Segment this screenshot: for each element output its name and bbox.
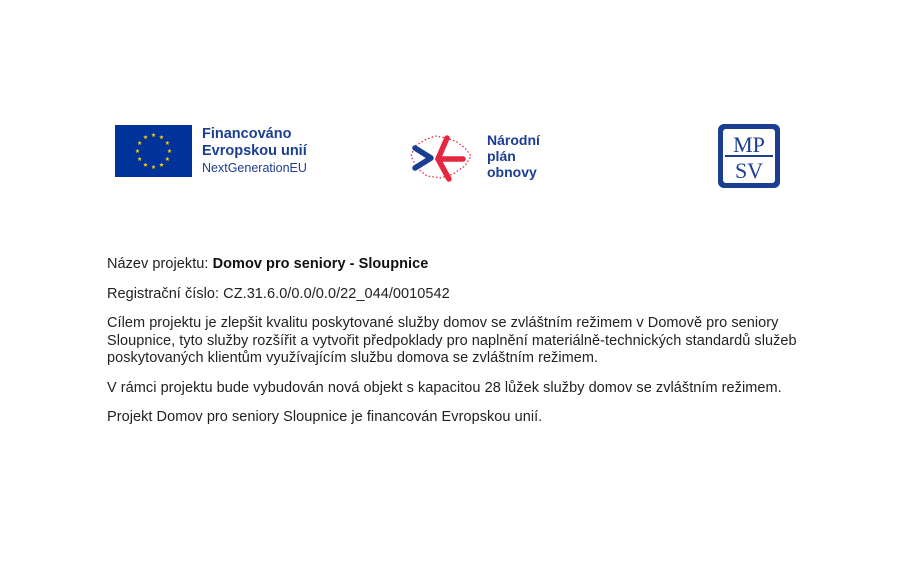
project-name — [107, 256, 797, 274]
eu-logo-line2: Evropskou unií — [202, 143, 307, 159]
npo-mark-icon — [405, 126, 477, 186]
paragraph-capacity: V rámci projektu bude vybudován nová objekt s kapacitou 28 lůžek služby domov se zvláštním režimem. — [107, 379, 782, 396]
mpsv-logo-bottom: SV — [734, 158, 764, 183]
eu-logo-line1: Financováno — [202, 126, 292, 142]
eu-flag-icon — [115, 125, 192, 177]
eu-logo-line3: NextGenerationEU — [202, 161, 307, 175]
paragraph-funding: Projekt Domov pro seniory Sloupnice je financován Evropskou unií. — [107, 409, 543, 425]
npo-logo-line2: plán — [487, 148, 516, 164]
document-body — [107, 256, 797, 439]
mpsv-logo-top: MP — [733, 132, 765, 157]
eu-logo-text — [202, 126, 307, 177]
logo-header — [0, 0, 900, 220]
paragraph-goal: Cílem projektu je zlepšit kvalitu poskytované služby domov se zvláštním režimem v Domově pro seniory Sloupnice, tyto služby rozšířit a vytvořit předpoklady pro naplnění materiálně-technických standardů služeb poskytovaných klientům využívajícím službu domova se zvláštním režimem. — [107, 315, 797, 366]
npo-logo — [405, 126, 565, 186]
npo-logo-text — [487, 132, 540, 180]
mpsv-logo-icon — [717, 123, 781, 189]
npo-logo-line3: obnovy — [487, 164, 537, 180]
eu-funding-logo — [115, 125, 325, 181]
project-name-label: Název projektu: — [107, 256, 213, 272]
npo-logo-line1: Národní — [487, 132, 540, 148]
project-name-value: Domov pro seniory - Sloupnice — [212, 256, 429, 272]
registration-number: Registrační číslo: CZ.31.6.0/0.0/0.0/22_044/0010542 — [107, 285, 450, 302]
